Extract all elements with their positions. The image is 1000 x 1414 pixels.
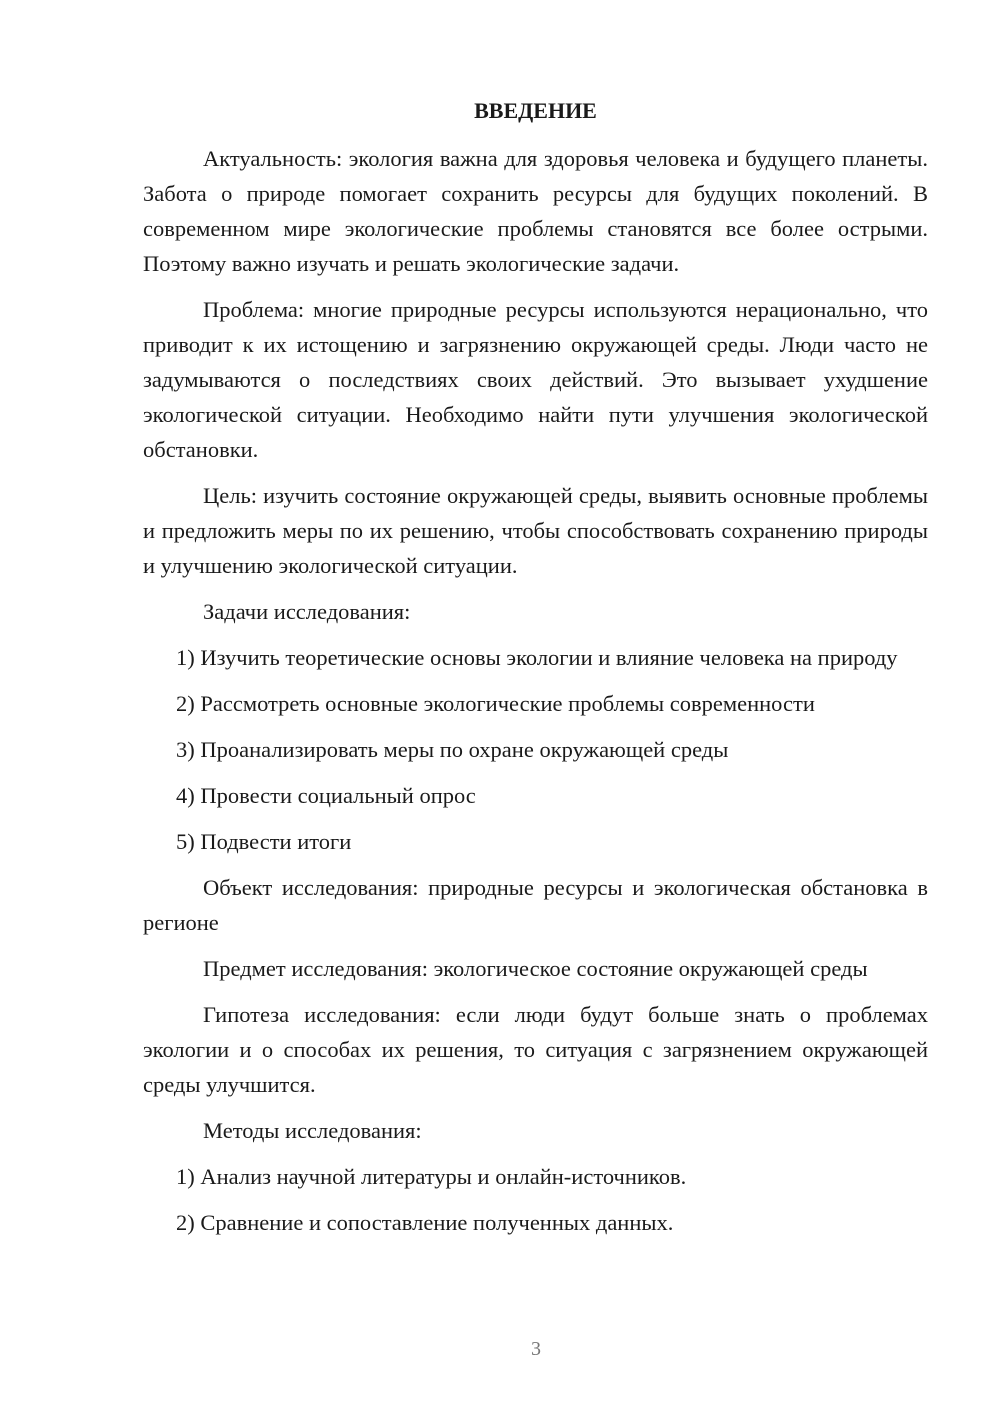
relevance-paragraph: Актуальность: экология важна для здоровья человека и будущего планеты. Забота о природе помогает сохранить ресурсы для будущих поколений. В современном мире экологические проблемы становятся все более острыми. Поэтому важно изучать и решать экологические задачи.	[143, 146, 928, 276]
method-item: 1) Анализ научной литературы и онлайн-источников.	[176, 1164, 687, 1189]
task-item: 1) Изучить теоретические основы экологии и влияние человека на природу	[176, 645, 898, 670]
task-item: 5) Подвести итоги	[176, 829, 352, 854]
methods-label: Методы исследования:	[203, 1118, 422, 1143]
problem-paragraph: Проблема: многие природные ресурсы используются нерационально, что приводит к их истощению и загрязнению окружающей среды. Люди часто не задумываются о последствиях своих действий. Это вызывает ухудшение экологической ситуации. Необходимо найти пути улучшения экологической обстановки.	[143, 297, 928, 462]
page-number: 3	[531, 1338, 541, 1360]
method-item: 2) Сравнение и сопоставление полученных данных.	[176, 1210, 674, 1235]
page-content	[143, 93, 928, 1240]
goal-paragraph: Цель: изучить состояние окружающей среды, выявить основные проблемы и предложить меры по их решению, чтобы способствовать сохранению природы и улучшению экологической ситуации.	[143, 483, 928, 578]
page-heading: ВВЕДЕНИЕ	[474, 98, 597, 123]
task-item: 2) Рассмотреть основные экологические проблемы современности	[176, 691, 815, 716]
task-item: 3) Проанализировать меры по охране окружающей среды	[176, 737, 729, 762]
task-item: 4) Провести социальный опрос	[176, 783, 476, 808]
subject-paragraph: Предмет исследования: экологическое состояние окружающей среды	[203, 956, 868, 981]
tasks-label: Задачи исследования:	[203, 599, 411, 624]
object-paragraph: Объект исследования: природные ресурсы и экологическая обстановка в регионе	[143, 875, 928, 935]
hypothesis-paragraph: Гипотеза исследования: если люди будут больше знать о проблемах экологии и о способах их решения, то ситуация с загрязнением окружающей среды улучшится.	[143, 1002, 928, 1097]
